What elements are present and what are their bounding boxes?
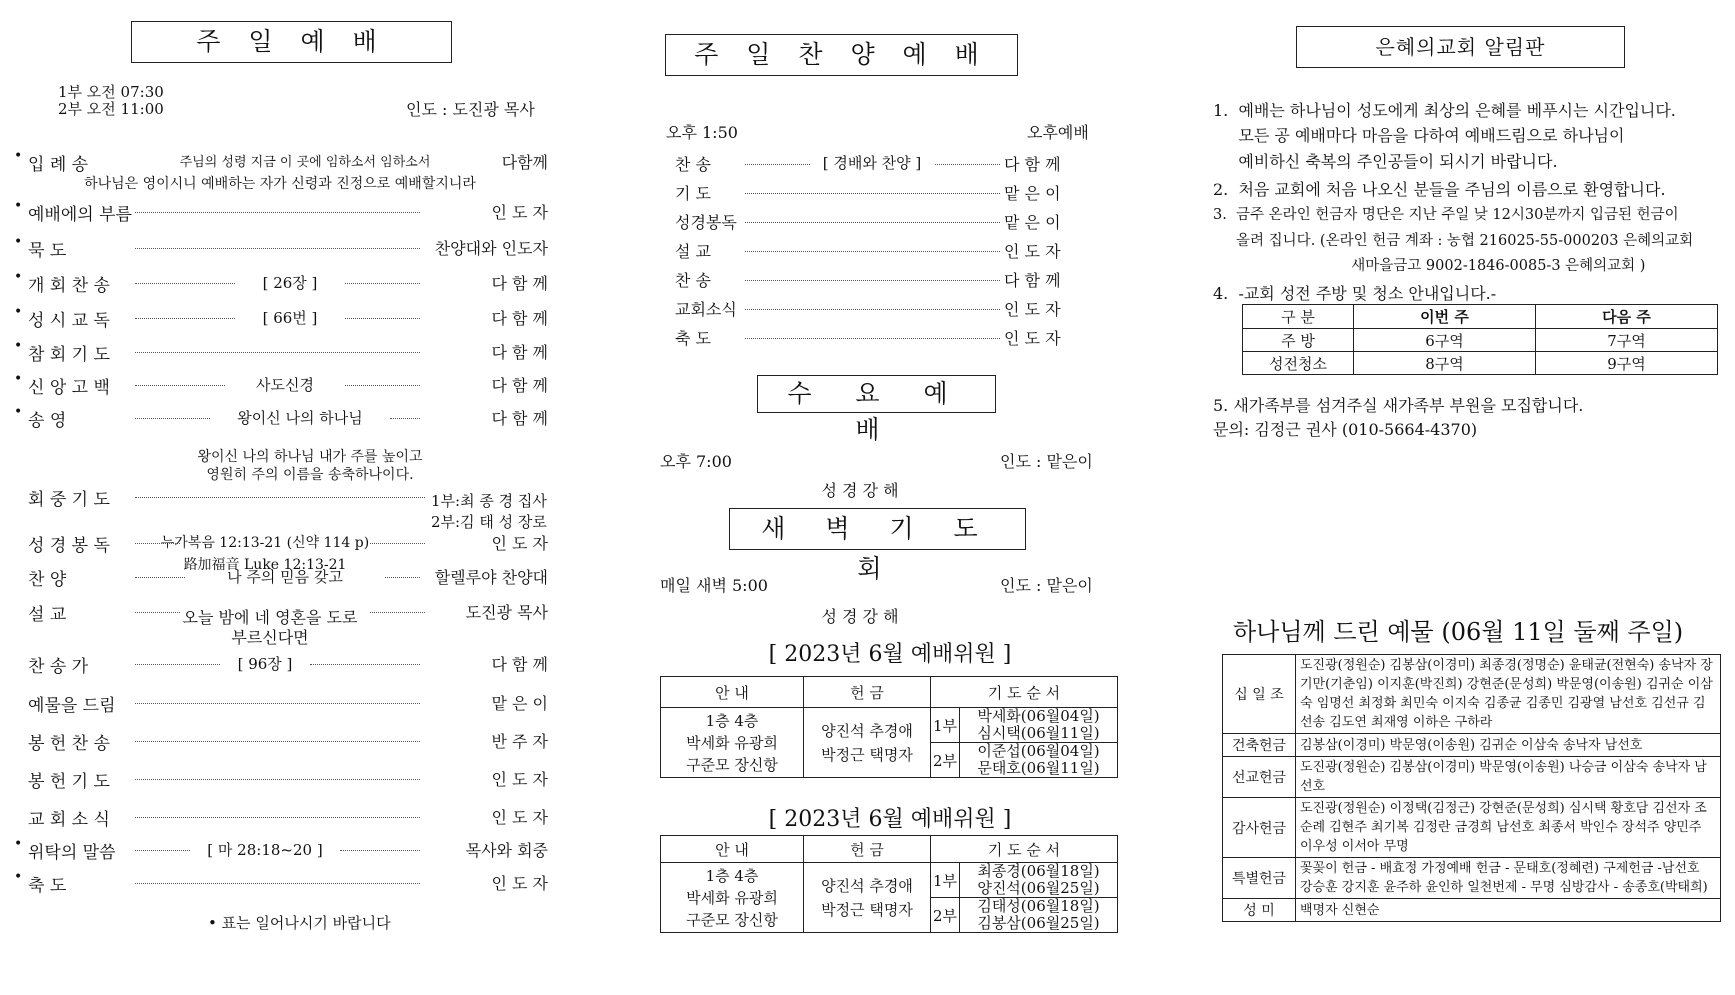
offering-category: 특별헌금 (1223, 858, 1296, 899)
roster-table-1 (660, 676, 1118, 778)
cleaning-cell: 7구역 (1536, 329, 1718, 352)
order-leader: 목사와 회중 (465, 841, 548, 860)
notice-line: 1. 예배는 하나님이 성도에게 최상의 은혜를 베푸시는 시간입니다. (1213, 101, 1676, 120)
offering-names: 도진광(정원순) 이정택(김정근) 강현준(문성희) 심시택 황호담 김선자 조순례 김현주 최기복 김정란 금경희 남선호 최종서 박인수 장석주 양민주 이우성 이서아 무명 (1296, 798, 1721, 858)
roster-row (661, 863, 1118, 898)
leader-line (135, 283, 235, 284)
leader-line (745, 251, 1000, 252)
order-detail: 사도신경 (256, 376, 314, 394)
bullet-mark: • (14, 148, 23, 164)
order-label: 신 앙 고 백 (28, 378, 110, 398)
order-leader: 다함께 (501, 153, 548, 172)
order-label: 설 교 (28, 605, 67, 625)
guide-line: 1층 4층 (705, 711, 759, 730)
order-detail: [ 26장 ] (262, 274, 318, 292)
offering-names: 백명자 신현순 (1296, 899, 1721, 922)
notice-board-title: 은혜의교회 알림판 (1296, 26, 1625, 68)
prayer-name: 김태성(06월18일) (977, 897, 1100, 915)
scripture-cn: 路加福音 Luke 12:13-21 (183, 557, 347, 573)
cleaning-cell: 6구역 (1354, 329, 1536, 352)
roster-title-2: [ 2023년 6월 예배위원 ] (768, 807, 1012, 832)
notice-line: 올려 집니다. (온라인 헌금 계좌 : 농협 216025-55-000203 은혜의교회 (1213, 233, 1694, 249)
praise-label: 설 교 (675, 242, 711, 261)
order-leader: 다 함 께 (491, 343, 548, 362)
offering-row (1223, 858, 1721, 899)
leader-line (135, 664, 220, 665)
bullet-mark: • (14, 869, 23, 885)
part-label: 1부 (931, 863, 960, 898)
order-leader: 인 도 자 (491, 203, 548, 222)
leader-line (745, 222, 1000, 223)
prayer-name: 문태호(06월11일) (977, 759, 1100, 777)
dawn-leader: 인도 : 맡은이 (1000, 576, 1093, 595)
order-label: 참 회 기 도 (28, 345, 110, 365)
order-detail: [ 66번 ] (262, 309, 318, 327)
bullet-mark: • (14, 234, 23, 250)
prayer-name: 최종경(06월18일) (977, 862, 1100, 880)
leader-line (370, 612, 425, 613)
roster-header-cell: 안 내 (661, 677, 804, 708)
prayer-name: 박세화(06월04일) (977, 707, 1100, 725)
praise-leader: 다 함 께 (1004, 155, 1061, 174)
leader-line (135, 703, 420, 704)
intro-note: 하나님은 영이시니 예배하는 자가 신령과 진정으로 예배할지니라 (84, 176, 476, 192)
order-label: 성 시 교 독 (28, 311, 110, 331)
scripture-ko: 누가복음 12:13-21 (신약 114 p) (160, 535, 370, 551)
offering-row (1223, 757, 1721, 798)
dawn-sub: 성 경 강 해 (821, 607, 899, 626)
praise-leader: 다 함 께 (1004, 271, 1061, 290)
order-leader: 다 함 께 (491, 655, 548, 674)
bullet-mark: • (14, 269, 23, 285)
offering-category: 건축헌금 (1223, 734, 1296, 757)
sermon-title-1: 오늘 밤에 네 영혼을 도로 (182, 608, 358, 627)
order-label: 찬 양 (28, 570, 67, 590)
offering-names: 꽃꽂이 헌금 - 배효정 가정예배 헌금 - 문태호(정혜련) 구제헌금 -남선호 강승훈 강지훈 윤주하 윤인하 일천번제 - 무명 심방감사 - 송종호(박태희) (1296, 858, 1721, 899)
guide-cell (661, 863, 804, 933)
leader-line (135, 248, 420, 249)
cleaning-cell: 8구역 (1354, 352, 1536, 375)
doxology-note-2: 영원히 주의 이름을 송축하나이다. (206, 467, 414, 483)
order-label: 입 례 송 (28, 155, 89, 175)
prayer-name: 심시택(06월11일) (977, 724, 1100, 742)
guide-cell (661, 708, 804, 778)
offering-title: 하나님께 드린 예물 (06월 11일 둘째 주일) (1233, 618, 1684, 646)
bullet-mark: • (14, 404, 23, 420)
cleaning-table (1242, 304, 1718, 375)
praise-label: 찬 송 (675, 271, 711, 290)
leader-line (135, 497, 425, 498)
order-label: 봉 헌 찬 송 (28, 734, 110, 754)
cleaning-cell: 성전청소 (1243, 352, 1354, 375)
leader-line (745, 193, 1000, 194)
offering-category: 선교헌금 (1223, 757, 1296, 798)
cleaning-row (1243, 329, 1718, 352)
praise-label: 기 도 (675, 184, 711, 203)
roster-table-2 (660, 835, 1118, 933)
roster-header-cell: 헌 금 (804, 836, 931, 863)
offering-line: 양진석 추경애 (821, 876, 913, 895)
order-label: 봉 헌 기 도 (28, 772, 110, 792)
leader-line (135, 741, 420, 742)
order-leader: 다 함 께 (491, 376, 548, 395)
prayer-first: 1부:최 종 경 집사 (431, 492, 547, 510)
standing-footnote (208, 912, 391, 933)
praise-leader: 인 도 자 (1004, 242, 1061, 261)
notice-line: 3. 금주 온라인 헌금자 명단은 지난 주일 낮 12시30분까지 입금된 헌금이 (1213, 207, 1679, 223)
prayer-names (960, 708, 1118, 743)
offering-line: 양진석 추경애 (821, 721, 913, 740)
order-leader: 다 함 께 (491, 274, 548, 293)
praise-leader: 인 도 자 (1004, 300, 1061, 319)
offering-cell (804, 708, 931, 778)
wed-time: 오후 7:00 (660, 452, 732, 471)
prayer-names (960, 743, 1118, 778)
prayer-name: 김봉삼(06월25일) (977, 914, 1100, 932)
cleaning-header-row (1243, 305, 1718, 329)
notice-line: 새마을금고 9002-1846-0085-3 은혜의교회 ) (1213, 258, 1646, 274)
leader-line (135, 385, 225, 386)
leader-line (745, 280, 1000, 281)
leader-line (345, 283, 420, 284)
sunday-leader: 인도 : 도진광 목사 (406, 100, 535, 119)
order-leader: 인 도 자 (491, 770, 548, 789)
cleaning-row (1243, 352, 1718, 375)
cleaning-cell: 9구역 (1536, 352, 1718, 375)
cleaning-cell: 주 방 (1243, 329, 1354, 352)
dawn-time: 매일 새벽 5:00 (660, 576, 768, 595)
order-label: 예배에의 부름 (28, 205, 132, 225)
offering-category: 감사헌금 (1223, 798, 1296, 858)
order-label: 위탁의 말씀 (28, 843, 116, 863)
order-detail: 왕이신 나의 하나님 (237, 409, 363, 427)
leader-line (340, 850, 420, 851)
order-detail: [ 마 28:18~20 ] (207, 841, 323, 859)
offering-names: 김봉삼(이경미) 박문영(이송원) 김귀순 이삼숙 송낙자 남선호 (1296, 734, 1721, 757)
roster-row (661, 708, 1118, 743)
roster-header-cell: 안 내 (661, 836, 804, 863)
leader-line (135, 318, 235, 319)
order-leader: 찬양대와 인도자 (434, 239, 548, 258)
footnote-text: 표는 일어나시기 바랍니다 (221, 914, 391, 932)
offering-table (1222, 654, 1721, 922)
notice-5-line-2: 문의: 김정근 권사 (010-5664-4370) (1213, 420, 1478, 439)
service-time-2: 2부 오전 11:00 (58, 100, 164, 118)
leader-line (135, 577, 185, 578)
bullet-mark: • (208, 914, 217, 932)
order-leader: 다 함 께 (491, 309, 548, 328)
wed-sub: 성 경 강 해 (821, 481, 899, 500)
leader-line (745, 338, 1000, 339)
roster-table (660, 676, 1118, 778)
order-label: 찬 송 가 (28, 657, 89, 677)
order-detail: 주님의 성령 지금 이 곳에 임하소서 임하소서 (179, 155, 431, 170)
sermon-title-2: 부르신다면 (231, 628, 309, 647)
leader-line (135, 883, 420, 884)
prayer-names (960, 898, 1118, 933)
cleaning-header-cell: 구 분 (1243, 305, 1354, 329)
bullet-mark: • (14, 338, 23, 354)
leader-line (135, 779, 420, 780)
order-detail: [ 96장 ] (237, 655, 293, 673)
guide-line: 1층 4층 (705, 866, 759, 885)
roster-header-row (661, 677, 1118, 708)
part-label: 1부 (931, 708, 960, 743)
roster-header-cell: 헌 금 (804, 677, 931, 708)
bullet-mark: • (14, 371, 23, 387)
leader-line (745, 164, 810, 165)
leader-line (310, 664, 420, 665)
praise-time: 오후 1:50 (666, 123, 738, 142)
guide-line: 구준모 장신항 (686, 755, 778, 774)
order-detail: 나 주의 믿음 갖고 (227, 568, 343, 586)
notice-line: 예비하신 축복의 주인공들이 되시기 바랍니다. (1213, 152, 1558, 171)
leader-line (135, 418, 210, 419)
wednesday-worship-title: 수 요 예 배 (757, 375, 996, 413)
offering-category: 십 일 조 (1223, 655, 1296, 734)
leader-line (745, 309, 1000, 310)
notice-line: 모든 공 예배마다 마음을 다하여 예배드림으로 하나님이 (1213, 126, 1625, 145)
praise-label: 찬 송 (675, 155, 711, 174)
offering-names: 도진광(정원순) 김봉삼(이경미) 최종경(정명순) 윤태균(전현숙) 송낙자 장기만(기춘임) 이지훈(박진희) 강현준(문성희) 박문영(이송원) 김귀순 이삼숙 임명선 최정화 최민숙 이지숙 김종균 김종민 김광열 남선호 김선규 김선송 김도연 최재영 이하은 구하라 (1296, 655, 1721, 734)
service-time-1: 1부 오전 07:30 (58, 83, 164, 101)
wed-leader: 인도 : 맡은이 (1000, 452, 1093, 471)
offering-cell (804, 863, 931, 933)
roster-title-1: [ 2023년 6월 예배위원 ] (768, 642, 1012, 667)
order-leader: 인 도 자 (491, 808, 548, 827)
leader-line (345, 385, 420, 386)
praise-detail: [ 경배와 찬양 ] (822, 154, 922, 172)
leader-line (135, 212, 420, 213)
prayer-name: 양진석(06월25일) (977, 879, 1100, 897)
part-label: 2부 (931, 743, 960, 778)
offering-line: 박정근 택명자 (821, 900, 913, 919)
bullet-mark: • (14, 836, 23, 852)
praise-label: 교회소식 (675, 300, 737, 319)
order-leader: 할렐루야 찬양대 (434, 568, 548, 587)
doxology-note-1: 왕이신 나의 하나님 내가 주를 높이고 (197, 449, 423, 465)
order-label: 개 회 찬 송 (28, 276, 110, 296)
roster-header-cell: 기 도 순 서 (931, 836, 1118, 863)
leader-line (345, 318, 420, 319)
leader-line (135, 817, 420, 818)
praise-leader: 인 도 자 (1004, 329, 1061, 348)
order-leader: 반 주 자 (491, 732, 548, 751)
leader-line (135, 352, 420, 353)
offering-names: 도진광(정원순) 김봉삼(이경미) 박문영(이송원) 나승금 이삼숙 송낙자 남선호 (1296, 757, 1721, 798)
praise-label: 성경봉독 (675, 213, 737, 232)
bullet-mark: • (14, 198, 23, 214)
part-label: 2부 (931, 898, 960, 933)
praise-service: 오후예배 (1027, 123, 1089, 142)
notice-line: 2. 처음 교회에 처음 나오신 분들을 주님의 이름으로 환영합니다. (1213, 180, 1666, 199)
praise-leader: 맡 은 이 (1004, 213, 1061, 232)
order-label: 송 영 (28, 411, 67, 431)
leader-line (390, 418, 420, 419)
order-leader: 다 함 께 (491, 409, 548, 428)
guide-line: 박세화 유광희 (686, 888, 778, 907)
offering-row (1223, 734, 1721, 757)
leader-line (135, 850, 190, 851)
prayer-name: 이준섭(06월04일) (977, 742, 1100, 760)
guide-line: 구준모 장신항 (686, 910, 778, 929)
prayer-names (960, 863, 1118, 898)
roster-table (660, 835, 1118, 933)
order-label: 축 도 (28, 876, 67, 896)
order-label: 성 경 봉 독 (28, 536, 110, 556)
notice-5-line-1: 5. 새가족부를 섬겨주실 새가족부 부원을 모집합니다. (1213, 396, 1584, 415)
offering-line: 박정근 택명자 (821, 745, 913, 764)
order-label: 교 회 소 식 (28, 810, 110, 830)
offering-category: 성 미 (1223, 899, 1296, 922)
order-leader: 맡 은 이 (491, 694, 548, 713)
offering-row (1223, 899, 1721, 922)
order-leader: 인 도 자 (491, 534, 548, 553)
roster-header-row (661, 836, 1118, 863)
offering-row (1223, 655, 1721, 734)
order-leader: 인 도 자 (491, 874, 548, 893)
dawn-prayer-title: 새 벽 기 도 회 (729, 508, 1026, 550)
leader-line (935, 164, 1000, 165)
order-leader: 도진광 목사 (465, 603, 548, 622)
praise-label: 축 도 (675, 329, 711, 348)
prayer-second: 2부:김 태 성 장로 (431, 513, 547, 531)
offering-row (1223, 798, 1721, 858)
order-label: 예물을 드림 (28, 696, 116, 716)
order-label: 묵 도 (28, 241, 67, 261)
order-label: 회 중 기 도 (28, 490, 110, 510)
roster-header-cell: 기 도 순 서 (931, 677, 1118, 708)
praise-worship-title: 주 일 찬 양 예 배 (665, 34, 1018, 76)
bullet-mark: • (14, 304, 23, 320)
leader-line (385, 577, 420, 578)
sunday-worship-title: 주 일 예 배 (131, 21, 452, 63)
guide-line: 박세화 유광희 (686, 733, 778, 752)
cleaning-header-cell: 다음 주 (1536, 305, 1718, 329)
praise-leader: 맡 은 이 (1004, 184, 1061, 203)
cleaning-header-cell: 이번 주 (1354, 305, 1536, 329)
notice-line: 4. -교회 성전 주방 및 청소 안내입니다.- (1213, 284, 1497, 303)
